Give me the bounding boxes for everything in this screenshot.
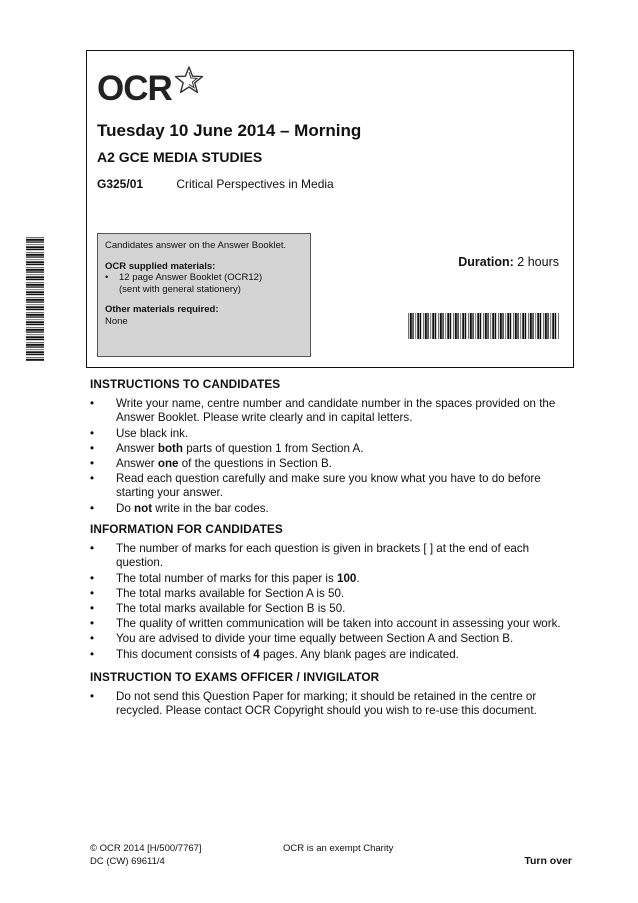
footer-left (90, 843, 202, 868)
ocr-logo-text: OCR (97, 69, 172, 108)
list-item: • This document consists of 4 pages. Any blank pages are indicated. (90, 647, 459, 661)
materials-box (97, 233, 311, 357)
list-item: • You are advised to divide your time equally between Section A and Section B. (90, 632, 514, 646)
list-item: • Answer one of the questions in Section B. (90, 457, 332, 471)
paper-code-row (97, 177, 334, 191)
officer-heading: INSTRUCTION TO EXAMS OFFICER / INVIGILATOR (90, 670, 380, 684)
other-materials-value: None (105, 315, 128, 327)
supplied-material-item: • 12 page Answer Booklet (OCR12) (sent with general stationery) (105, 272, 263, 295)
list-item: • The total marks available for Section B is 50. (90, 602, 346, 616)
list-item: • The number of marks for each question is given in brackets [ ] at the end of each question. (90, 542, 530, 570)
vertical-barcode (26, 236, 52, 362)
duration (458, 255, 559, 269)
paper-name: Critical Perspectives in Media (176, 177, 334, 191)
duration-value: 2 hours (517, 255, 559, 269)
information-heading: INFORMATION FOR CANDIDATES (90, 522, 283, 536)
barcode (407, 313, 561, 347)
cover-header-box (86, 50, 574, 368)
dc-code: DC (CW) 69611/4 (90, 855, 165, 867)
supplied-materials-heading: OCR supplied materials: (105, 260, 216, 272)
list-item: • Do not write in the bar codes. (90, 501, 269, 515)
list-item: • Read each question carefully and make sure you know what you have to do before starting your answer. (90, 472, 541, 500)
list-item: • The quality of written communication will be taken into account in assessing your work. (90, 617, 561, 631)
other-materials-heading: Other materials required: (105, 304, 219, 315)
exam-date-title: Tuesday 10 June 2014 – Morning (97, 121, 362, 140)
exam-subject: A2 GCE MEDIA STUDIES (97, 149, 263, 165)
paper-code: G325/01 (97, 177, 144, 191)
instructions-heading: INSTRUCTIONS TO CANDIDATES (90, 377, 281, 391)
turn-over: Turn over (524, 855, 572, 867)
list-item: • Use black ink. (90, 426, 189, 440)
instructions-section (90, 377, 574, 517)
copyright: © OCR 2014 [H/500/7767] (90, 843, 202, 854)
bullet: • (105, 272, 109, 283)
answer-note: Candidates answer on the Answer Booklet. (105, 240, 287, 251)
list-item: • Write your name, centre number and candidate number in the spaces provided on the Answer Booklet. Please write clearly and in capital letters. (90, 397, 556, 425)
duration-label: Duration: (458, 255, 514, 269)
information-section (90, 522, 574, 663)
list-item: • Answer both parts of question 1 from Section A. (90, 441, 364, 455)
charity-note: OCR is an exempt Charity (283, 843, 394, 854)
officer-section (90, 670, 574, 720)
star-icon (173, 65, 205, 95)
list-item: • Do not send this Question Paper for marking; it should be retained in the centre or recycled. Please contact OCR Copyright should you wish to re-use this document. (90, 690, 537, 718)
ocr-logo (97, 65, 207, 111)
list-item: • The total number of marks for this paper is 100. (90, 571, 360, 585)
list-item: • The total marks available for Section A is 50. (90, 586, 345, 600)
